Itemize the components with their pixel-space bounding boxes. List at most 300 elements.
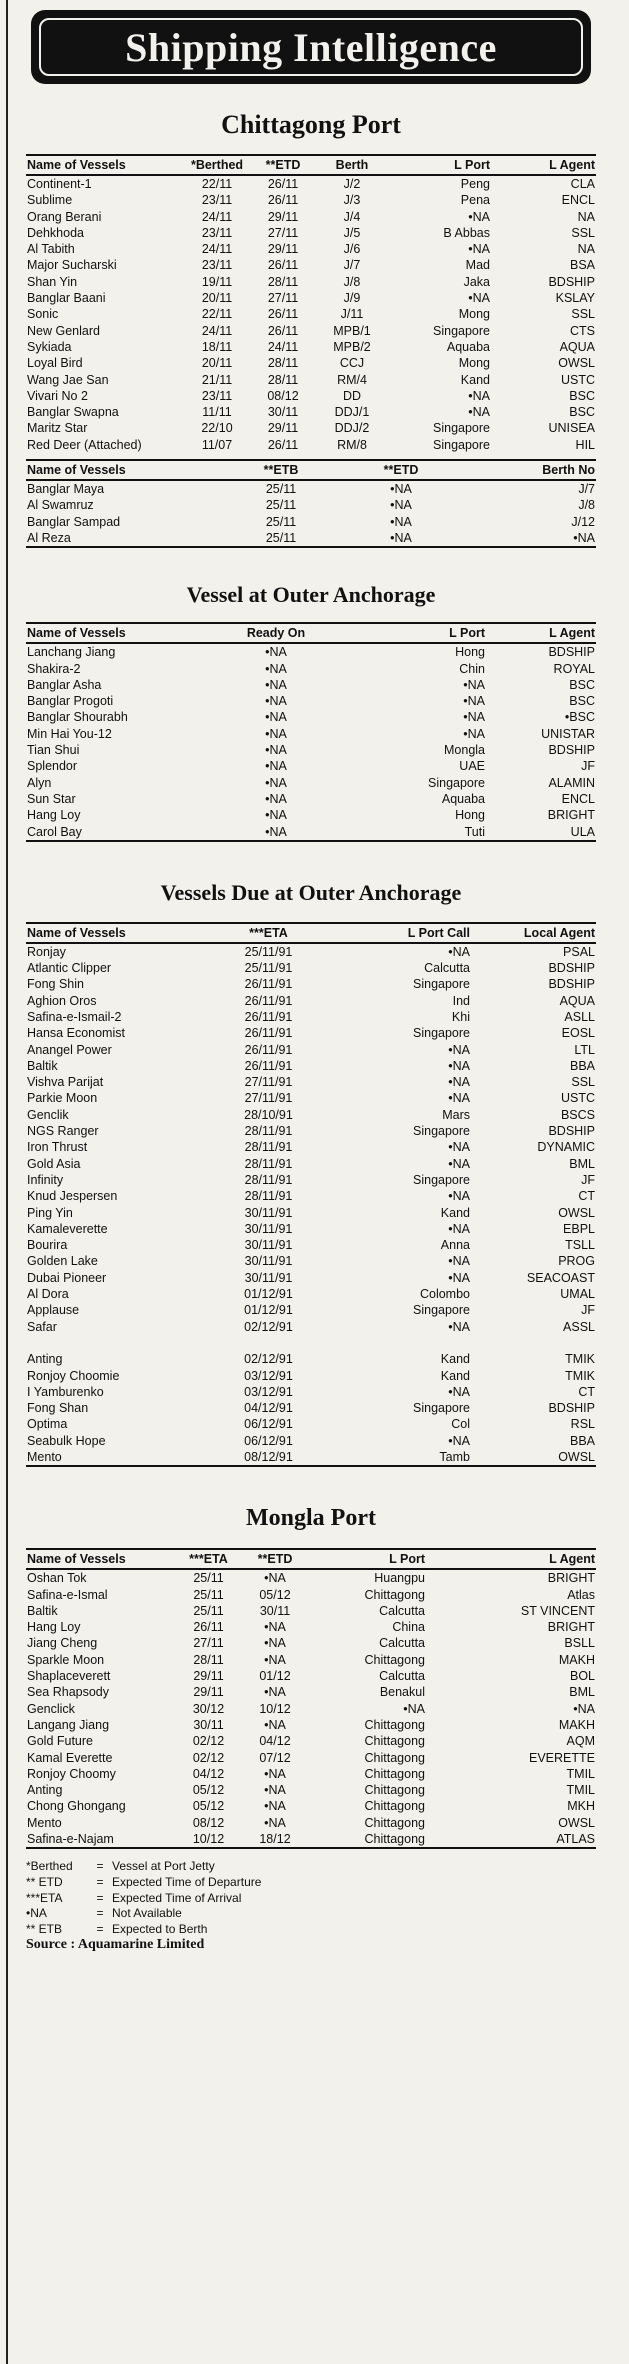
- due-anchorage-heading: Vessels Due at Outer Anchorage: [160, 879, 462, 905]
- last-port-cell: Kand: [460, 372, 490, 387]
- etd-cell: 08/12: [267, 388, 299, 403]
- local-agent-cell: AQM: [566, 1734, 595, 1749]
- local-agent-cell: OWSL: [558, 1815, 595, 1830]
- local-agent-cell: USTC: [560, 1091, 595, 1106]
- local-agent-cell: BDSHIP: [548, 274, 595, 289]
- table-row: [26, 274, 596, 290]
- last-port-cell: •NA: [468, 291, 490, 306]
- chittagong-expected-header: [26, 460, 596, 480]
- table-row: [26, 1042, 596, 1058]
- table-row: [26, 1449, 596, 1466]
- legend-equals: =: [96, 1921, 104, 1936]
- last-port-cell: Benakul: [379, 1685, 425, 1700]
- table-row: [26, 1766, 596, 1782]
- local-agent-cell: SEACOAST: [526, 1270, 595, 1285]
- last-port-call-cell: Singapore: [413, 1172, 470, 1187]
- local-agent-cell: OWSL: [558, 356, 595, 371]
- etd-cell: •NA: [264, 1783, 286, 1798]
- last-port-call-cell: •NA: [448, 1270, 470, 1285]
- table-row: [26, 677, 596, 693]
- ready-on-cell: •NA: [265, 775, 287, 790]
- table-row: [26, 388, 596, 404]
- berthed-cell: 23/11: [201, 258, 233, 273]
- table-row: [26, 1253, 596, 1269]
- mongla-heading: Mongla Port: [246, 1505, 376, 1532]
- col-berth-no: Berth No: [466, 460, 596, 480]
- table-row: [26, 709, 596, 725]
- last-port-cell: Chittagong: [364, 1734, 425, 1749]
- vessel-name-cell: Sparkle Moon: [27, 1652, 105, 1667]
- berth-no-cell: •NA: [573, 530, 595, 545]
- berth-cell: J/8: [343, 274, 361, 289]
- local-agent-cell: BSCS: [560, 1107, 595, 1122]
- berth-cell: RM/8: [337, 437, 367, 452]
- vessel-name-cell: Aghion Oros: [27, 993, 97, 1008]
- table-row: [26, 1025, 596, 1041]
- vessel-name-cell: Wang Jae San: [27, 372, 109, 387]
- last-port-cell: China: [392, 1620, 425, 1635]
- local-agent-cell: BDSHIP: [548, 961, 595, 976]
- last-port-call-cell: Singapore: [413, 977, 470, 992]
- local-agent-cell: TMIL: [566, 1766, 595, 1781]
- etd-cell: 27/11: [267, 225, 299, 240]
- col-vessel-name: Name of Vessels: [26, 155, 181, 175]
- etd-cell: •NA: [264, 1766, 286, 1781]
- table-row: [26, 1286, 596, 1302]
- eta-cell: 28/11: [193, 1652, 224, 1667]
- vessel-name-cell: Parkie Moon: [27, 1091, 98, 1106]
- local-agent-cell: ASSL: [563, 1319, 595, 1334]
- eta-cell: 28/11/91: [244, 1140, 293, 1155]
- last-port-cell: Singapore: [428, 775, 485, 790]
- table-row: [26, 1319, 596, 1335]
- shipping-page: [26, 10, 596, 1953]
- local-agent-cell: Atlas: [567, 1587, 595, 1602]
- local-agent-cell: EVERETTE: [529, 1750, 595, 1765]
- local-agent-cell: •BSC: [564, 710, 595, 725]
- etd-cell: •NA: [390, 498, 412, 513]
- col-eta: ***ETA: [216, 923, 321, 943]
- eta-cell: 26/11/91: [244, 1026, 293, 1041]
- local-agent-cell: LTL: [574, 1042, 595, 1057]
- local-agent-cell: TSLL: [565, 1238, 595, 1253]
- last-port-cell: Aquaba: [446, 339, 490, 354]
- table-row: [26, 1172, 596, 1188]
- last-port-cell: •NA: [403, 1701, 425, 1716]
- vessel-name-cell: Bourira: [27, 1238, 68, 1253]
- title-banner-frame: [39, 18, 583, 76]
- vessel-name-cell: Ronjoy Choomy: [27, 1766, 116, 1781]
- vessel-name-cell: Ronjay: [27, 944, 66, 959]
- vessel-name-cell: Vivari No 2: [27, 388, 88, 403]
- vessel-name-cell: Optima: [27, 1417, 68, 1432]
- eta-cell: 30/12: [192, 1701, 225, 1716]
- last-port-cell: Chittagong: [364, 1815, 425, 1830]
- chittagong-berthed-table: [26, 154, 596, 453]
- legend-key: ** ETB: [26, 1921, 63, 1936]
- mongla-rows: [26, 1569, 596, 1848]
- vessel-name-cell: Iron Thrust: [27, 1140, 88, 1155]
- vessel-name-cell: Jiang Cheng: [27, 1636, 98, 1651]
- local-agent-cell: CT: [578, 1189, 595, 1204]
- vessel-name-cell: Shan Yin: [27, 274, 78, 289]
- local-agent-cell: TMIK: [565, 1352, 595, 1367]
- last-port-call-cell: Singapore: [413, 1401, 470, 1416]
- local-agent-cell: USTC: [560, 372, 595, 387]
- eta-cell: 25/11/91: [244, 961, 293, 976]
- berthed-cell: 23/11: [201, 388, 233, 403]
- table-row: [26, 1270, 596, 1286]
- last-port-cell: Singapore: [433, 323, 490, 338]
- col-last-port-call: L Port Call: [321, 923, 471, 943]
- local-agent-cell: BDSHIP: [548, 1401, 595, 1416]
- eta-cell: 26/11: [193, 1620, 224, 1635]
- ready-on-cell: •NA: [265, 661, 287, 676]
- berthed-cell: 23/11: [201, 193, 233, 208]
- col-vessel-name: Name of Vessels: [26, 623, 216, 643]
- table-row: [26, 1302, 596, 1318]
- table-row: [26, 1416, 596, 1432]
- etd-cell: •NA: [264, 1571, 286, 1586]
- table-row: [26, 1831, 596, 1848]
- table-row: [26, 1123, 596, 1139]
- vessel-name-cell: Safar: [27, 1319, 57, 1334]
- mongla-table: [26, 1548, 596, 1849]
- eta-cell: [216, 1335, 321, 1351]
- etd-cell: •NA: [264, 1652, 286, 1667]
- berth-cell: RM/4: [337, 372, 367, 387]
- table-row: [26, 1815, 596, 1831]
- vessel-name-cell: Banglar Asha: [27, 677, 102, 692]
- last-port-call-cell: •NA: [448, 1140, 470, 1155]
- eta-cell: 27/11/91: [244, 1075, 293, 1090]
- local-agent-cell: PSAL: [563, 944, 595, 959]
- table-row: [26, 1684, 596, 1700]
- last-port-cell: Tuti: [464, 824, 485, 839]
- vessel-name-cell: Alyn: [27, 775, 52, 790]
- last-port-cell: Pena: [460, 193, 490, 208]
- etd-cell: •NA: [390, 482, 412, 497]
- table-row: [26, 1400, 596, 1416]
- table-row: [26, 1384, 596, 1400]
- eta-cell: 25/11: [193, 1587, 224, 1602]
- table-row: [26, 339, 596, 355]
- local-agent-cell: UNISTAR: [541, 726, 595, 741]
- legend-equals: =: [96, 1859, 104, 1874]
- vessel-name-cell: Atlantic Clipper: [27, 961, 112, 976]
- local-agent-cell: PROG: [558, 1254, 595, 1269]
- last-port-cell: •NA: [463, 694, 485, 709]
- local-agent-cell: CT: [578, 1384, 595, 1399]
- last-port-cell: •NA: [463, 710, 485, 725]
- col-last-port: L Port: [336, 623, 486, 643]
- legend-key: ** ETD: [26, 1874, 63, 1889]
- last-port-cell: Calcutta: [379, 1669, 425, 1684]
- eta-cell: 26/11/91: [244, 1009, 293, 1024]
- eta-cell: 30/11/91: [244, 1254, 293, 1269]
- col-local-agent: L Agent: [486, 623, 596, 643]
- local-agent-cell: AQUA: [559, 339, 595, 354]
- table-row: [26, 175, 596, 192]
- local-agent-cell: BSC: [569, 405, 595, 420]
- table-row: [26, 791, 596, 807]
- last-port-call-cell: Colombo: [419, 1287, 470, 1302]
- table-row: [26, 993, 596, 1009]
- last-port-cell: Huangpu: [374, 1571, 425, 1586]
- berth-no-cell: J/7: [578, 482, 595, 497]
- legend-item: [26, 1891, 596, 1907]
- local-agent-cell: MAKH: [558, 1717, 595, 1732]
- local-agent-cell: ENCL: [561, 193, 595, 208]
- etd-cell: 29/11: [267, 209, 299, 224]
- vessel-name-cell: Oshan Tok: [27, 1571, 87, 1586]
- table-row: [26, 497, 596, 513]
- legend-equals: =: [96, 1906, 104, 1921]
- eta-cell: 27/11: [193, 1636, 224, 1651]
- berth-cell: CCJ: [339, 356, 365, 371]
- local-agent-cell: JF: [581, 1303, 595, 1318]
- local-agent-cell: BML: [569, 1156, 595, 1171]
- local-agent-cell: BDSHIP: [548, 645, 595, 660]
- last-port-cell: Chittagong: [364, 1652, 425, 1667]
- eta-cell: 03/12/91: [244, 1384, 293, 1399]
- last-port-call-cell: •NA: [448, 1058, 470, 1073]
- table-row: [26, 1188, 596, 1204]
- vessel-name-cell: Kamaleverette: [27, 1221, 108, 1236]
- berthed-cell: 22/11: [201, 177, 233, 191]
- eta-cell: 06/12/91: [244, 1417, 293, 1432]
- eta-cell: 30/11/91: [244, 1205, 293, 1220]
- outer-anchorage-header: [26, 623, 596, 643]
- title-banner: [31, 10, 591, 84]
- table-row: [26, 514, 596, 530]
- table-row: [26, 1733, 596, 1749]
- local-agent-cell: RSL: [570, 1417, 595, 1432]
- berth-cell: J/2: [343, 177, 361, 191]
- table-row: [26, 775, 596, 791]
- table-row: [26, 807, 596, 823]
- legend-equals: =: [96, 1890, 104, 1905]
- chittagong-berthed-header: [26, 155, 596, 175]
- local-agent-cell: SSL: [571, 1075, 595, 1090]
- last-port-cell: •NA: [468, 209, 490, 224]
- local-agent-cell: JF: [581, 759, 595, 774]
- ready-on-cell: •NA: [265, 759, 287, 774]
- local-agent-cell: BDSHIP: [548, 1124, 595, 1139]
- etd-cell: 26/11: [267, 307, 299, 322]
- table-row: [26, 742, 596, 758]
- table-row: [26, 420, 596, 436]
- berthed-cell: 18/11: [201, 339, 233, 354]
- vessel-name-cell: Min Hai You-12: [27, 726, 112, 741]
- legend-text: Expected Time of Departure: [112, 1874, 262, 1889]
- vessel-name-cell: Shaplaceverett: [27, 1669, 111, 1684]
- legend-key: ***ETA: [26, 1890, 63, 1905]
- last-port-cell: Chittagong: [364, 1717, 425, 1732]
- last-port-call-cell: Kand: [440, 1368, 470, 1383]
- table-row: [26, 726, 596, 742]
- col-local-agent: L Agent: [426, 1549, 596, 1569]
- last-port-call-cell: •NA: [448, 1384, 470, 1399]
- local-agent-cell: CLA: [570, 177, 595, 191]
- etd-cell: 28/11: [267, 274, 299, 289]
- col-etb: **ETB: [226, 460, 336, 480]
- local-agent-cell: BSC: [569, 388, 595, 403]
- etd-cell: 26/11: [267, 258, 299, 273]
- table-row: [26, 257, 596, 273]
- eta-cell: 06/12/91: [244, 1433, 293, 1448]
- table-row: [26, 1368, 596, 1384]
- berth-cell: DD: [342, 388, 362, 403]
- last-port-call-cell: •NA: [448, 1319, 470, 1334]
- mongla-header: [26, 1549, 596, 1569]
- table-row: [26, 1237, 596, 1253]
- eta-cell: 05/12: [192, 1799, 225, 1814]
- vessel-name-cell: Carol Bay: [27, 824, 82, 839]
- eta-cell: 26/11/91: [244, 1042, 293, 1057]
- etd-cell: •NA: [264, 1815, 286, 1830]
- table-row: [26, 1587, 596, 1603]
- last-port-cell: Hong: [455, 645, 485, 660]
- local-agent-cell: BDSHIP: [548, 977, 595, 992]
- ready-on-cell: •NA: [265, 677, 287, 692]
- berthed-cell: 24/11: [201, 209, 233, 224]
- last-port-cell: B Abbas: [443, 225, 490, 240]
- berth-cell: J/6: [343, 242, 361, 257]
- vessel-name-cell: Banglar Progoti: [27, 694, 114, 709]
- vessel-name-cell: NGS Ranger: [27, 1124, 99, 1139]
- berthed-cell: 22/11: [201, 307, 233, 322]
- last-port-call-cell: Kand: [440, 1352, 470, 1367]
- table-row: [26, 943, 596, 960]
- berthed-cell: 19/11: [201, 274, 233, 289]
- local-agent-cell: BRIGHT: [547, 808, 595, 823]
- table-row: [26, 960, 596, 976]
- berthed-cell: 23/11: [201, 225, 233, 240]
- eta-cell: 30/11/91: [244, 1238, 293, 1253]
- col-local-agent: Local Agent: [471, 923, 596, 943]
- etd-cell: •NA: [264, 1636, 286, 1651]
- table-row: [26, 209, 596, 225]
- vessel-name-cell: Splendor: [27, 759, 78, 774]
- eta-cell: 28/11/91: [244, 1156, 293, 1171]
- ready-on-cell: •NA: [265, 824, 287, 839]
- col-etd: **ETD: [253, 155, 313, 175]
- eta-cell: 01/12/91: [244, 1287, 293, 1302]
- vessel-name-cell: Chong Ghongang: [27, 1799, 126, 1814]
- vessel-name-cell: I Yamburenko: [27, 1384, 104, 1399]
- local-agent-cell: MKH: [567, 1799, 595, 1814]
- last-port-cell: UAE: [459, 759, 485, 774]
- table-row: [26, 1750, 596, 1766]
- vessel-name-cell: Genclick: [27, 1701, 75, 1716]
- vessel-name-cell: Hang Loy: [27, 1620, 81, 1635]
- etd-cell: 01/12: [259, 1669, 291, 1684]
- last-port-cell: •NA: [463, 677, 485, 692]
- local-agent-cell: •NA: [573, 1701, 595, 1716]
- last-port-call-cell: •NA: [448, 1433, 470, 1448]
- col-etd: **ETD: [241, 1549, 309, 1569]
- vessel-name-cell: Sun Star: [27, 791, 76, 806]
- etb-cell: 25/11: [265, 514, 297, 529]
- legend-item: [26, 1922, 596, 1938]
- etd-cell: 24/11: [267, 339, 299, 354]
- source-credit: Source : Aquamarine Limited: [26, 1937, 205, 1953]
- etd-cell: 30/11: [267, 405, 299, 420]
- etd-cell: 05/12: [259, 1587, 291, 1602]
- vessel-name-cell: Anangel Power: [27, 1042, 112, 1057]
- last-port-call-cell: Kand: [440, 1205, 470, 1220]
- berth-cell: J/7: [343, 258, 361, 273]
- last-port-cell: Chittagong: [364, 1766, 425, 1781]
- chittagong-heading: Chittagong Port: [221, 110, 401, 139]
- eta-cell: 25/11/91: [244, 944, 293, 959]
- vessel-name-cell: Al Dora: [27, 1287, 69, 1302]
- eta-cell: 01/12/91: [244, 1303, 293, 1318]
- vessel-name-cell: Gold Future: [27, 1734, 94, 1749]
- local-agent-cell: ENCL: [561, 791, 595, 806]
- etb-cell: 25/11: [265, 530, 297, 545]
- berth-no-cell: J/12: [571, 514, 595, 529]
- local-agent-cell: UMAL: [560, 1287, 595, 1302]
- col-vessel-name: Name of Vessels: [26, 923, 216, 943]
- last-port-call-cell: Ind: [452, 993, 470, 1008]
- local-agent-cell: BSLL: [564, 1636, 595, 1651]
- legend-key: *Berthed: [26, 1859, 73, 1874]
- etd-cell: 27/11: [267, 291, 299, 306]
- local-agent-cell: BRIGHT: [547, 1620, 595, 1635]
- table-row: [26, 1782, 596, 1798]
- table-row: [26, 1717, 596, 1733]
- local-agent-cell: BBA: [569, 1433, 595, 1448]
- local-agent-cell: KSLAY: [555, 291, 595, 306]
- last-port-call-cell: Singapore: [413, 1303, 470, 1318]
- ready-on-cell: •NA: [265, 726, 287, 741]
- eta-cell: 26/11/91: [244, 993, 293, 1008]
- berthed-cell: 20/11: [201, 356, 233, 371]
- vessel-name-cell: Vishva Parijat: [27, 1075, 104, 1090]
- vessel-name-cell: Anting: [27, 1783, 63, 1798]
- table-row: [26, 1433, 596, 1449]
- eta-cell: 30/11: [193, 1717, 224, 1732]
- outer-anchorage-heading: Vessel at Outer Anchorage: [186, 582, 436, 608]
- last-port-cell: Calcutta: [379, 1603, 425, 1618]
- vessel-name-cell: Al Swamruz: [27, 498, 94, 513]
- last-port-cell: Aquaba: [441, 791, 485, 806]
- table-row: [26, 758, 596, 774]
- local-agent-cell: SSL: [571, 225, 595, 240]
- legend-item: [26, 1875, 596, 1891]
- vessel-name-cell: Genclik: [27, 1107, 69, 1122]
- etd-cell: 29/11: [267, 242, 299, 257]
- eta-cell: 28/11/91: [244, 1189, 293, 1204]
- vessel-name-cell: Anting: [27, 1352, 63, 1367]
- last-port-call-cell: Mars: [442, 1107, 470, 1122]
- vessel-name-cell: Mento: [27, 1450, 62, 1464]
- last-port-call-cell: •NA: [448, 1221, 470, 1236]
- last-port-cell: Mad: [465, 258, 490, 273]
- outer-anchorage-table: [26, 622, 596, 842]
- table-row: [26, 1635, 596, 1651]
- col-local-agent: L Agent: [491, 155, 596, 175]
- ready-on-cell: •NA: [265, 808, 287, 823]
- table-row: [26, 1798, 596, 1814]
- eta-cell: 02/12: [192, 1750, 225, 1765]
- eta-cell: 28/11/91: [244, 1172, 293, 1187]
- eta-cell: 25/11: [193, 1603, 224, 1618]
- etd-cell: 30/11: [259, 1603, 291, 1618]
- eta-cell: 08/12/91: [244, 1450, 293, 1464]
